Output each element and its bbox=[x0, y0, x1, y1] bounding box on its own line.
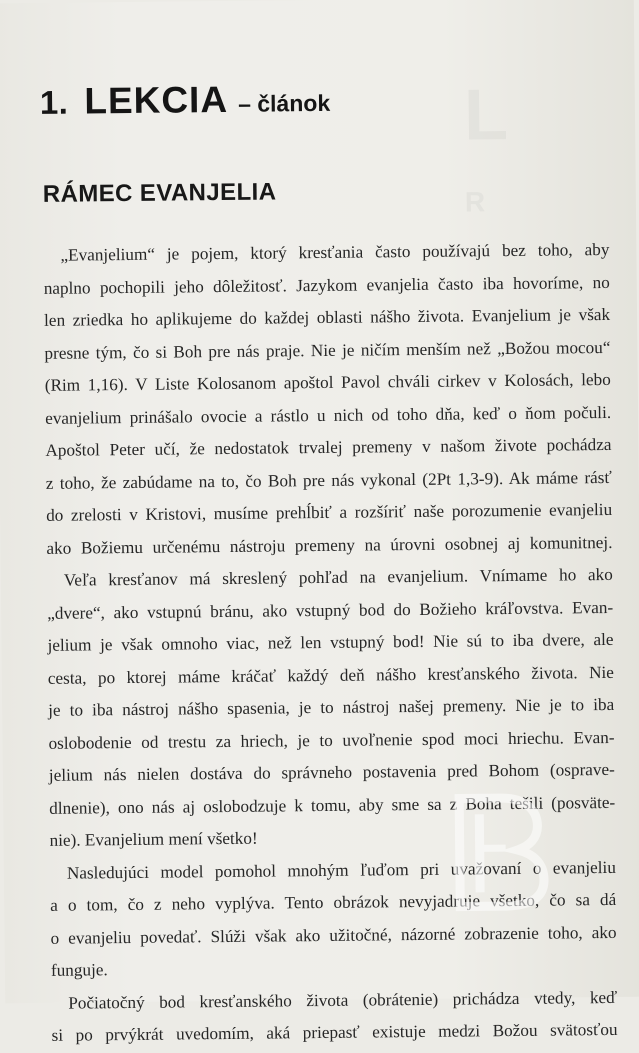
text-line: presne tým, čo si Boh pre nás praje. Nie je ničím menším než „Božou mocou“ bbox=[44, 337, 611, 363]
text-line: je to iba nástroj nášho spasenia, je to nástroj našej premeny. Nie je to iba bbox=[48, 694, 615, 720]
text-line: ako Božiemu určenému nástroju premeny na úrovni osobnej aj komunitnej. bbox=[46, 532, 613, 558]
show-through-subheading: R bbox=[464, 186, 486, 218]
text-line: len zriedka ho aplikujeme do každej oblasti nášho života. Evanjelium je však bbox=[44, 304, 611, 330]
text-line: o evanjeliu povedať. Slúži však ako užitočné, názorné zobrazenie toho, ako bbox=[50, 922, 617, 948]
text-line: jelium je však omnoho viac, než len vstupný bod! Nie sú to iba dvere, ale bbox=[47, 629, 614, 655]
article-body bbox=[43, 234, 617, 1052]
text-line: (Rim 1,16). V Liste Kolosanom apoštol Pavol chváli cirkev v Kolosách, lebo bbox=[44, 369, 611, 395]
text-line: naplno pochopili jeho dôležitosť. Jazykom evanjelia často iba hovoríme, no bbox=[43, 272, 610, 298]
text-line: Veľa kresťanov má skreslený pohľad na evanjelium. Vnímame ho ako bbox=[63, 564, 613, 590]
show-through-heading: L bbox=[463, 74, 511, 156]
text-line: jelium nás nielen dostáva do správneho postavenia pred Bohom (osprave- bbox=[48, 759, 615, 785]
text-line: a o tom, čo z neho vyplýva. Tento obrázok nevyjadruje všetko, čo sa dá bbox=[50, 889, 617, 915]
text-line: funguje. bbox=[50, 960, 108, 980]
lesson-heading bbox=[40, 78, 331, 123]
text-line: Apoštol Peter učí, že nedostatok trvalej premeny v našom živote pochádza bbox=[45, 434, 612, 460]
text-line: evanjelium prinášalo ovocie a rástlo u nich od toho dňa, keď o ňom počuli. bbox=[45, 402, 612, 428]
text-line: do zrelosti v Kristovi, musíme prehĺbiť a rozšíriť naše porozumenie evanjeliu bbox=[46, 499, 613, 525]
lesson-number: 1. bbox=[39, 83, 69, 121]
text-line: Nasledujúci model pomohol mnohým ľuďom pri uvažovaní o evanjeliu bbox=[66, 857, 616, 883]
text-line: si po prvýkrát uvedomím, aká priepasť existuje medzi Božou svätosťou bbox=[51, 1019, 618, 1045]
text-line: oslobodenie od trestu za hriech, je to uvoľnenie spod moci hriechu. Evan- bbox=[48, 727, 615, 753]
lesson-subtitle: – článok bbox=[237, 89, 331, 117]
text-line: z toho, že zabúdame na to, čo Boh pre nás vykonal (2Pt 1,3-9). Ak máme rásť bbox=[45, 467, 612, 493]
publisher-b-logo-icon bbox=[439, 790, 552, 913]
text-line: „dvere“, ako vstupnú bránu, ako vstupný bod do Božieho kráľovstva. Evan- bbox=[47, 597, 614, 623]
text-line: „Evanjelium“ je pojem, ktorý kresťania často používajú bez toho, aby bbox=[60, 239, 610, 265]
section-title: RÁMEC EVANJELIA bbox=[42, 178, 277, 208]
lesson-title: LEKCIA bbox=[84, 78, 229, 122]
text-line: dlnenie), ono nás aj oslobodzuje k tomu, aby sme sa z Boha tešili (posväte- bbox=[49, 792, 616, 818]
text-line: nie). Evanjelium mení všetko! bbox=[49, 828, 258, 850]
text-line: cesta, po ktorej máme kráčať každý deň nášho kresťanského života. Nie bbox=[47, 662, 614, 688]
text-line: Počiatočný bod kresťanského života (obrátenie) prichádza vtedy, keď bbox=[68, 987, 618, 1013]
